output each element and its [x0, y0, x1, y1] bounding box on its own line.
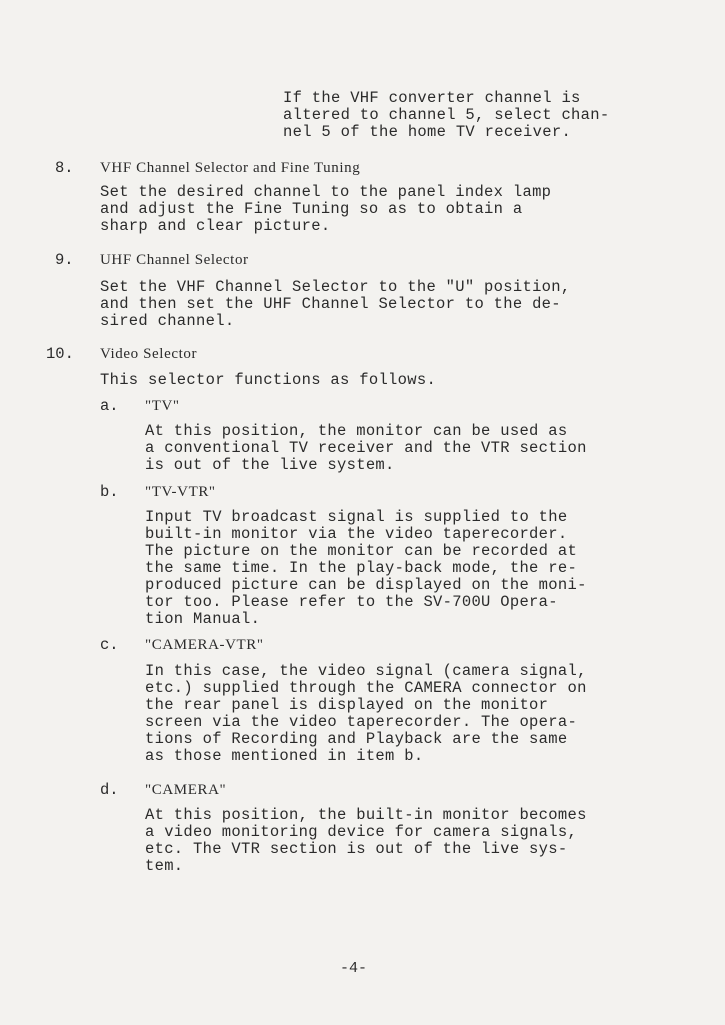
text-line: sired channel. [100, 312, 235, 330]
text-line: etc. The VTR section is out of the live sys- [145, 840, 568, 858]
text-line: as those mentioned in item b. [145, 747, 424, 765]
item-body [145, 807, 587, 875]
text-line: Set the desired channel to the panel index lamp [100, 183, 552, 201]
text-line: The picture on the monitor can be recorded at [145, 542, 578, 560]
item-heading: "TV" [145, 398, 180, 414]
text-line: tor too. Please refer to the SV-700U Opera- [145, 593, 558, 611]
section-heading: Video Selector [100, 346, 198, 362]
item-body [145, 423, 587, 474]
item-letter: b. [100, 483, 119, 501]
section-body [100, 279, 570, 330]
text-line: a video monitoring device for camera signals, [145, 823, 578, 841]
item-body [145, 509, 587, 628]
text-line: sharp and clear picture. [100, 217, 331, 235]
text-line: built-in monitor via the video taperecorder. [145, 525, 568, 543]
intro-note [283, 90, 609, 141]
page-number: -4- [340, 960, 368, 977]
text-line: Set the VHF Channel Selector to the "U" position, [100, 278, 571, 296]
section-body [100, 372, 436, 389]
text-line: In this case, the video signal (camera signal, [145, 662, 587, 680]
text-line: tem. [145, 857, 184, 875]
text-line: produced picture can be displayed on the moni- [145, 576, 587, 594]
text-line: altered to channel 5, select chan- [283, 106, 610, 124]
text-line: Input TV broadcast signal is supplied to the [145, 508, 568, 526]
section-number: 9. [55, 251, 74, 269]
text-line: At this position, the monitor can be used as [145, 422, 568, 440]
text-line: If the VHF converter channel is [283, 89, 581, 107]
item-heading: "TV-VTR" [145, 484, 216, 500]
text-line: tion Manual. [145, 610, 261, 628]
item-heading: "CAMERA" [145, 782, 227, 798]
text-line: etc.) supplied through the CAMERA connector on [145, 679, 587, 697]
text-line: and then set the UHF Channel Selector to the de- [100, 295, 561, 313]
section-heading: VHF Channel Selector and Fine Tuning [100, 160, 361, 176]
text-line: tions of Recording and Playback are the same [145, 730, 568, 748]
text-line: the same time. In the play-back mode, the re- [145, 559, 578, 577]
text-line: screen via the video taperecorder. The opera- [145, 713, 578, 731]
text-line: is out of the live system. [145, 456, 395, 474]
item-letter: a. [100, 397, 119, 415]
section-body [100, 184, 551, 235]
item-body [145, 663, 587, 765]
text-line: At this position, the built-in monitor becomes [145, 806, 587, 824]
text-line: and adjust the Fine Tuning so as to obtain a [100, 200, 523, 218]
text-line: nel 5 of the home TV receiver. [283, 123, 572, 141]
section-number: 10. [46, 345, 74, 363]
item-heading: "CAMERA-VTR" [145, 637, 264, 653]
item-letter: d. [100, 781, 119, 799]
text-line: This selector functions as follows. [100, 371, 437, 389]
section-number: 8. [55, 159, 74, 177]
item-letter: c. [100, 636, 119, 654]
section-heading: UHF Channel Selector [100, 252, 249, 268]
text-line: a conventional TV receiver and the VTR section [145, 439, 587, 457]
text-line: the rear panel is displayed on the monitor [145, 696, 549, 714]
